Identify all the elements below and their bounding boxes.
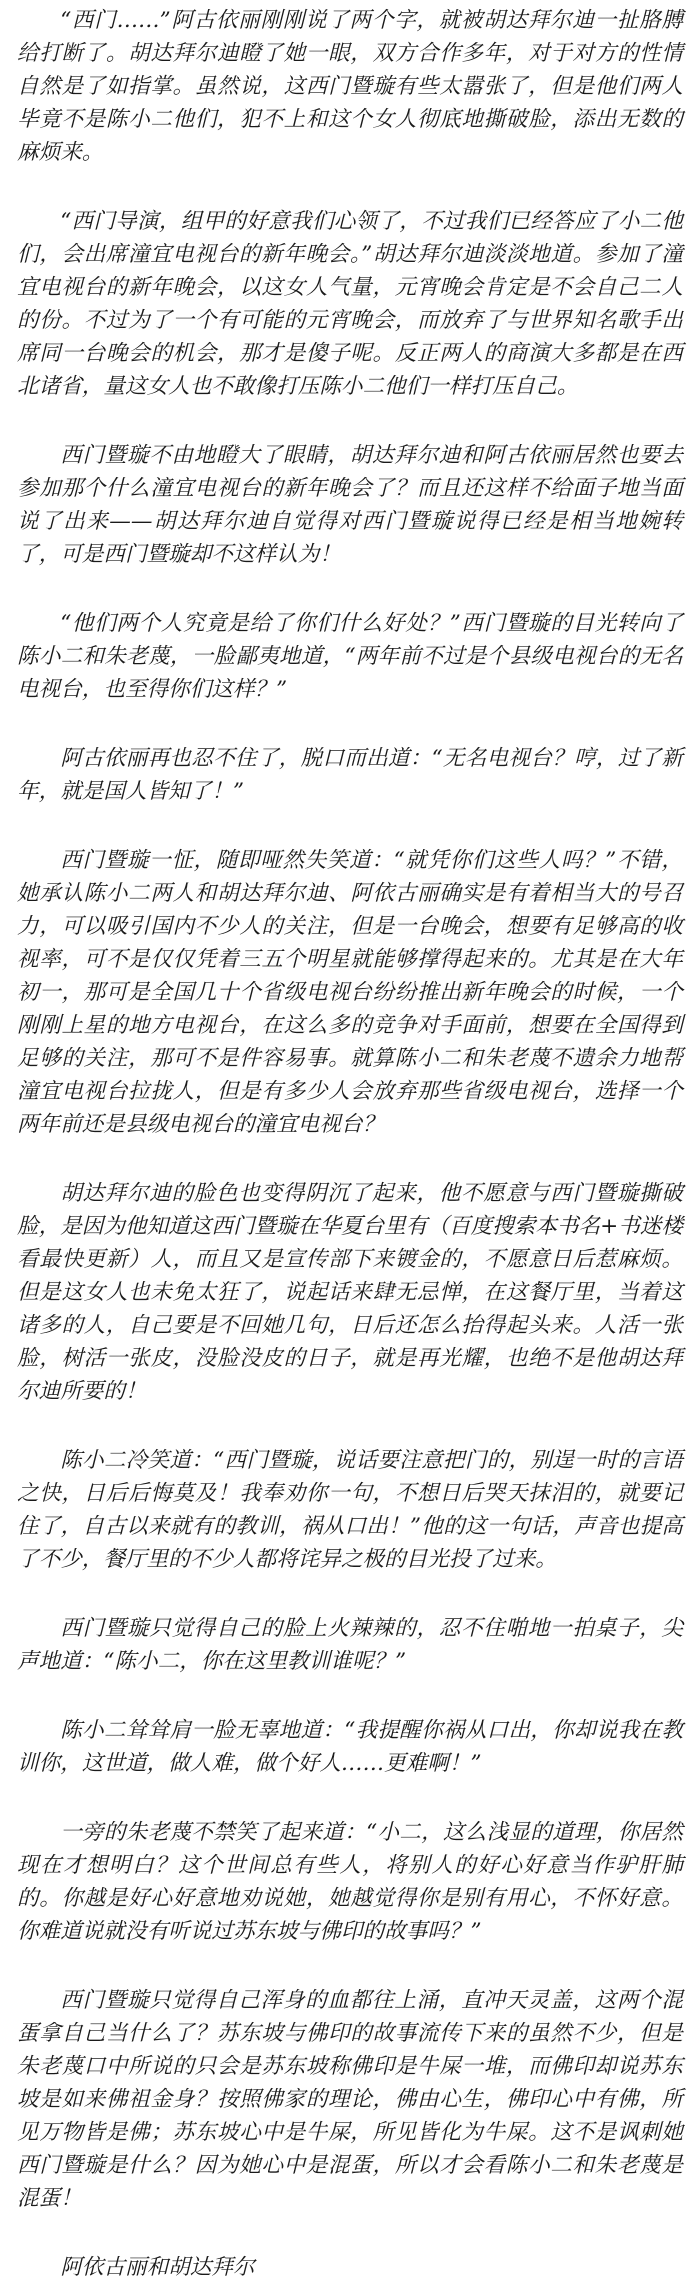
paragraph-4: “他们两个人究竟是给了你们什么好处？”西门暨璇的目光转向了陈小二和朱老蔑，一脸鄙夷地道，“两年前不过是个县级电视台的无名电视台，也至得你们这样？”	[17, 611, 683, 702]
paragraph-11: 一旁的朱老蔑不禁笑了起来道：“小二，这么浅显的道理，你居然现在才想明白？这个世间总有些人，将别人的好心好意当作驴肝肺的。你越是好心好意地劝说她，她越觉得你是别有用心，不怀好意。你难道说就没有听说过苏东坡与佛印的故事吗？”	[17, 1820, 683, 1944]
paragraph-10: 陈小二耸耸肩一脸无辜地道：“我提醒你祸从口出，你却说我在教训你，这世道，做人难，做个好人……更难啊！”	[17, 1718, 683, 1776]
paragraph-7: 胡达拜尔迪的脸色也变得阴沉了起来，他不愿意与西门暨璇撕破脸，是因为他知道这西门暨璇在华夏台里有（百度搜索本书名+书迷楼 看最快更新）人，而且又是宣传部下来镀金的，不愿意日后惹麻烦。但是这女人也未免太狂了，说起话来肆无忌惮，在这餐厅里，当着这诸多的人，自己要是不回她几句，日后还怎么抬得起头来。人活一张脸，树活一张皮，没脸没皮的日子，就是再光耀，也绝不是他胡达拜尔迪所要的！	[17, 1181, 683, 1404]
paragraph-5: 阿古依丽再也忍不住了，脱口而出道：“无名电视台？哼，过了新年，就是国人皆知了！”	[17, 746, 683, 804]
paragraph-3: 西门暨璇不由地瞪大了眼睛，胡达拜尔迪和阿古依丽居然也要去参加那个什么潼宜电视台的新年晚会了？而且还这样不给面子地当面说了出来——胡达拜尔迪自觉得对西门暨璇说得已经是相当地婉转了，可是西门暨璇却不这样认为！	[17, 443, 683, 567]
paragraph-12: 西门暨璇只觉得自己浑身的血都往上涌，直冲天灵盖，这两个混蛋拿自己当什么了？苏东坡与佛印的故事流传下来的虽然不少，但是朱老蔑口中所说的只会是苏东坡称佛印是牛屎一堆，而佛印却说苏东坡是如来佛祖金身？按照佛家的理论，佛由心生，佛印心中有佛，所见万物皆是佛；苏东坡心中是牛屎，所见皆化为牛屎。这不是讽刺她西门暨璇是什么？因为她心中是混蛋，所以才会看陈小二和朱老蔑是混蛋！	[17, 1988, 683, 2211]
paragraph-1: “西门……”阿古依丽刚刚说了两个字，就被胡达拜尔迪一扯胳膊给打断了。胡达拜尔迪瞪了她一眼，双方合作多年，对于对方的性情自然是了如指掌。虽然说，这西门暨璇有些太嚣张了，但是他们两人毕竟不是陈小二他们，犯不上和这个女人彻底地撕破脸，添出无数的麻烦来。	[17, 8, 683, 165]
paragraph-8: 陈小二冷笑道：“西门暨璇，说话要注意把门的，别逞一时的言语之快，日后后悔莫及！我奉劝你一句，不想日后哭天抹泪的，就要记住了，自古以来就有的教训，祸从口出！”他的这一句话，声音也提高了不少，餐厅里的不少人都将诧异之极的目光投了过来。	[17, 1448, 683, 1572]
paragraph-6: 西门暨璇一怔，随即哑然失笑道：“就凭你们这些人吗？”不错，她承认陈小二两人和胡达拜尔迪、阿依古丽确实是有着相当大的号召力，可以吸引国内不少人的关注，但是一台晚会，想要有足够高的收视率，可不是仅仅凭着三五个明星就能够撑得起来的。尤其是在大年初一，那可是全国几十个省级电视台纷纷推出新年晚会的时候，一个刚刚上星的地方电视台，在这么多的竞争对手面前，想要在全国得到足够的关注，那可不是件容易事。就算陈小二和朱老蔑不遗余力地帮潼宜电视台拉拢人，但是有多少人会放弃那些省级电视台，选择一个两年前还是县级电视台的潼宜电视台？	[17, 848, 683, 1137]
paragraph-13: 阿依古丽和胡达拜尔	[60, 2255, 255, 2280]
paragraph-2: “西门导演，组甲的好意我们心领了，不过我们已经答应了小二他们，会出席潼宜电视台的新年晚会。”胡达拜尔迪淡淡地道。参加了潼宜电视台的新年晚会，以这女人气量，元宵晚会肯定是不会自己二人的份。不过为了一个有可能的元宵晚会，而放弃了与世界知名歌手出席同一台晚会的机会，那才是傻子呢。反正两人的商演大多都是在西北诸省，量这女人也不敢像打压陈小二他们一样打压自己。	[17, 209, 683, 399]
paragraph-9: 西门暨璇只觉得自己的脸上火辣辣的，忍不住啪地一拍桌子，尖声地道：“陈小二，你在这里教训谁呢？”	[17, 1616, 683, 1674]
